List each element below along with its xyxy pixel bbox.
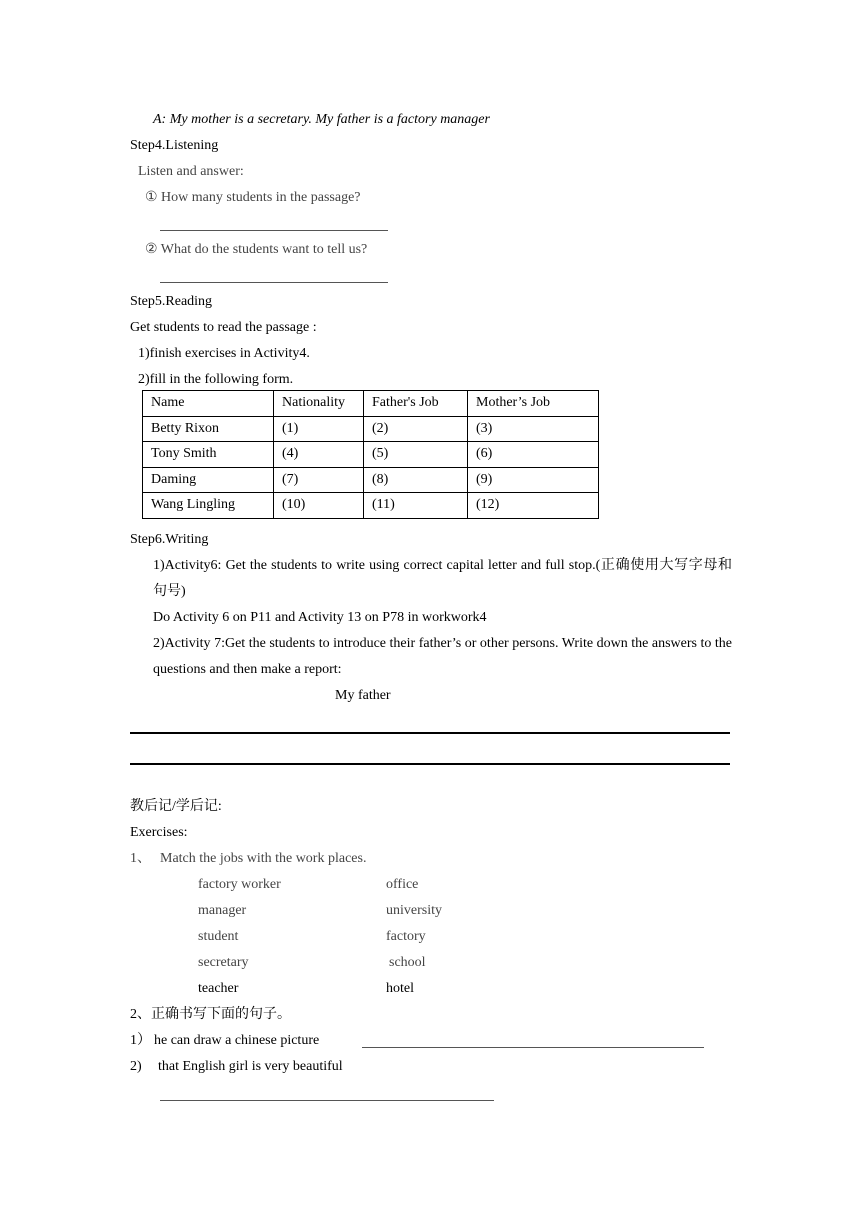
sentence-1: he can draw a chinese picture (154, 1033, 320, 1048)
step5-intro: Get students to read the passage : (130, 320, 317, 335)
notes-label: 教后记/学后记: (130, 799, 222, 814)
exercise-1-instruction: Match the jobs with the work places. (160, 851, 367, 866)
place-item[interactable]: university (386, 903, 442, 918)
exercises-title: Exercises: (130, 825, 188, 840)
job-item[interactable]: student (198, 929, 239, 944)
place-item[interactable]: factory (386, 929, 426, 944)
cell-mothers-job[interactable]: (6) (468, 442, 599, 468)
cell-name: Daming (143, 467, 274, 493)
sentence-2: that English girl is very beautiful (158, 1059, 343, 1074)
sentence-1-number: 1） (130, 1033, 151, 1048)
table-row (143, 416, 599, 442)
step5-item-1: 1)finish exercises in Activity4. (138, 346, 310, 361)
job-item[interactable]: factory worker (198, 877, 281, 892)
exercise-1-number: 1、 (130, 851, 151, 866)
step6-item-1-text: 1)Activity6: Get the students to write using correct capital letter and full stop.(正确使用大写字母和句号) (153, 558, 732, 599)
table-row (143, 467, 599, 493)
writing-line-1[interactable] (130, 732, 730, 734)
place-item[interactable]: office (386, 877, 419, 892)
table-row (143, 493, 599, 519)
sentence-2-blank[interactable] (160, 1100, 494, 1101)
info-form-table (142, 390, 599, 519)
cell-mothers-job[interactable]: (12) (468, 493, 599, 519)
cell-mothers-job[interactable]: (3) (468, 416, 599, 442)
job-item[interactable]: manager (198, 903, 247, 918)
step4-intro: Listen and answer: (138, 164, 244, 179)
place-item[interactable]: hotel (386, 981, 414, 996)
dialogue-answer: A: My mother is a secretary. My father is a factory manager (153, 112, 490, 127)
job-item[interactable]: teacher (198, 981, 239, 996)
step6-title: Step6.Writing (130, 532, 209, 547)
step6-item-2-text: 2)Activity 7:Get the students to introduce their father’s or other persons. Write down the answers to the questions and then make a report: (153, 636, 732, 677)
cell-name: Wang Lingling (143, 493, 274, 519)
sentence-1-blank[interactable] (362, 1047, 704, 1048)
cell-nationality[interactable]: (7) (274, 467, 364, 493)
step6-item-1 (130, 553, 732, 605)
header-mothers-job: Mother’s Job (468, 391, 599, 417)
cell-name: Tony Smith (143, 442, 274, 468)
cell-nationality[interactable]: (10) (274, 493, 364, 519)
job-item[interactable]: secretary (198, 955, 249, 970)
header-fathers-job: Father's Job (364, 391, 468, 417)
answer-blank-1[interactable] (160, 230, 388, 231)
sentence-2-number: 2) (130, 1059, 142, 1074)
cell-fathers-job[interactable]: (11) (364, 493, 468, 519)
exercise-2-title: 2、正确书写下面的句子。 (130, 1007, 291, 1022)
cell-fathers-job[interactable]: (5) (364, 442, 468, 468)
cell-mothers-job[interactable]: (9) (468, 467, 599, 493)
table-header-row (143, 391, 599, 417)
writing-line-2[interactable] (130, 763, 730, 765)
step5-title: Step5.Reading (130, 294, 213, 309)
cell-nationality[interactable]: (1) (274, 416, 364, 442)
answer-blank-2[interactable] (160, 282, 388, 283)
step4-question-1: ① How many students in the passage? (145, 190, 361, 205)
step5-item-2: 2)fill in the following form. (138, 372, 294, 387)
place-item[interactable]: school (389, 955, 426, 970)
step6-item-1-sub: Do Activity 6 on P11 and Activity 13 on P78 in workwork4 (153, 610, 487, 625)
cell-fathers-job[interactable]: (2) (364, 416, 468, 442)
report-title: My father (335, 688, 391, 703)
step4-question-2: ② What do the students want to tell us? (145, 242, 368, 257)
cell-fathers-job[interactable]: (8) (364, 467, 468, 493)
cell-name: Betty Rixon (143, 416, 274, 442)
table-row (143, 442, 599, 468)
header-name: Name (143, 391, 274, 417)
cell-nationality[interactable]: (4) (274, 442, 364, 468)
step4-title: Step4.Listening (130, 138, 219, 153)
step6-item-2 (130, 631, 732, 683)
header-nationality: Nationality (274, 391, 364, 417)
